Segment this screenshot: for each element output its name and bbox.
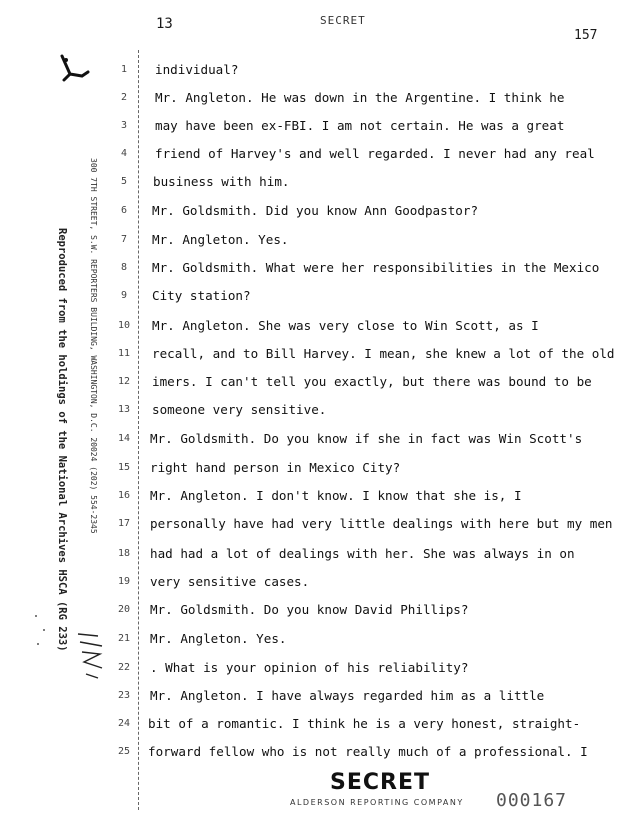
transcript-line: personally have had very little dealings with here but my men: [150, 516, 613, 531]
line-number: 18: [117, 548, 131, 559]
line-number: 15: [117, 462, 131, 473]
transcript-line: had had a lot of dealings with her. She was always in on: [150, 546, 575, 561]
line-number: 3: [120, 120, 128, 131]
line-number: 8: [120, 262, 128, 273]
transcript-line: Mr. Goldsmith. Do you know David Phillips?: [150, 602, 469, 617]
page-number-right: 157: [574, 28, 598, 43]
line-number: 23: [117, 690, 131, 701]
line-number: 20: [117, 604, 131, 615]
line-number: 4: [120, 148, 128, 159]
transcript-line: individual?: [155, 62, 239, 77]
transcript-line: may have been ex-FBI. I am not certain. He was a great: [155, 118, 565, 133]
transcript-line: . What is your opinion of his reliability?: [150, 660, 469, 675]
page-number-left: 13: [156, 16, 173, 32]
line-number: 14: [117, 433, 131, 444]
transcript-line: bit of a romantic. I think he is a very honest, straight-: [148, 716, 581, 731]
transcript-line: imers. I can't tell you exactly, but there was bound to be: [152, 374, 592, 389]
transcript-line: Mr. Goldsmith. Do you know if she in fact was Win Scott's: [150, 431, 583, 446]
transcript-line: City station?: [152, 288, 251, 303]
line-number: 10: [117, 320, 131, 331]
line-number: 19: [117, 576, 131, 587]
transcript-line: Mr. Angleton. He was down in the Argentine. I think he: [155, 90, 565, 105]
line-number: 11: [117, 348, 131, 359]
archive-note: Reproduced from the holdings of the National Archives HSCA (RG 233): [56, 228, 68, 652]
secret-stamp: SECRET: [330, 770, 430, 795]
reporter-address: 300 7TH STREET, S.W. REPORTERS BUILDING, WASHINGTON, D.C. 20024 (202) 554-2345: [89, 158, 98, 534]
line-number: 25: [117, 746, 131, 757]
transcript-line: Mr. Angleton. Yes.: [152, 232, 289, 247]
transcript-line: forward fellow who is not really much of a professional. I: [148, 744, 588, 759]
transcript-line: Mr. Angleton. I have always regarded him as a little: [150, 688, 545, 703]
transcript-line: Mr. Angleton. She was very close to Win Scott, as I: [152, 318, 539, 333]
line-number: 17: [117, 518, 131, 529]
line-number: 5: [120, 176, 128, 187]
header-stamp: SECRET: [320, 14, 366, 27]
line-number: 16: [117, 490, 131, 501]
handwritten-mark-icon: [56, 52, 92, 86]
line-number: 13: [117, 404, 131, 415]
transcript-line: Mr. Angleton. I don't know. I know that she is, I: [150, 488, 522, 503]
line-number: 12: [117, 376, 131, 387]
transcript-line: someone very sensitive.: [152, 402, 327, 417]
transcript-line: right hand person in Mexico City?: [150, 460, 401, 475]
line-number: 7: [120, 234, 128, 245]
initials-scribble-icon: [74, 628, 108, 684]
reporting-company: ALDERSON REPORTING COMPANY: [290, 798, 464, 807]
line-number: 6: [120, 205, 128, 216]
transcript-line: business with him.: [153, 174, 290, 189]
transcript-line: Mr. Angleton. Yes.: [150, 631, 287, 646]
margin-dots-icon: [30, 610, 50, 650]
line-number: 21: [117, 633, 131, 644]
transcript-line: friend of Harvey's and well regarded. I never had any real: [155, 146, 595, 161]
transcript-line: Mr. Goldsmith. Did you know Ann Goodpastor?: [152, 203, 479, 218]
transcript-line: Mr. Goldsmith. What were her responsibilities in the Mexico: [152, 260, 600, 275]
line-number: 22: [117, 662, 131, 673]
line-number: 1: [120, 64, 128, 75]
transcript-line: very sensitive cases.: [150, 574, 310, 589]
line-number: 2: [120, 92, 128, 103]
document-number: 000167: [496, 790, 568, 811]
line-number: 24: [117, 718, 131, 729]
line-number: 9: [120, 290, 128, 301]
transcript-line: recall, and to Bill Harvey. I mean, she knew a lot of the old: [152, 346, 615, 361]
